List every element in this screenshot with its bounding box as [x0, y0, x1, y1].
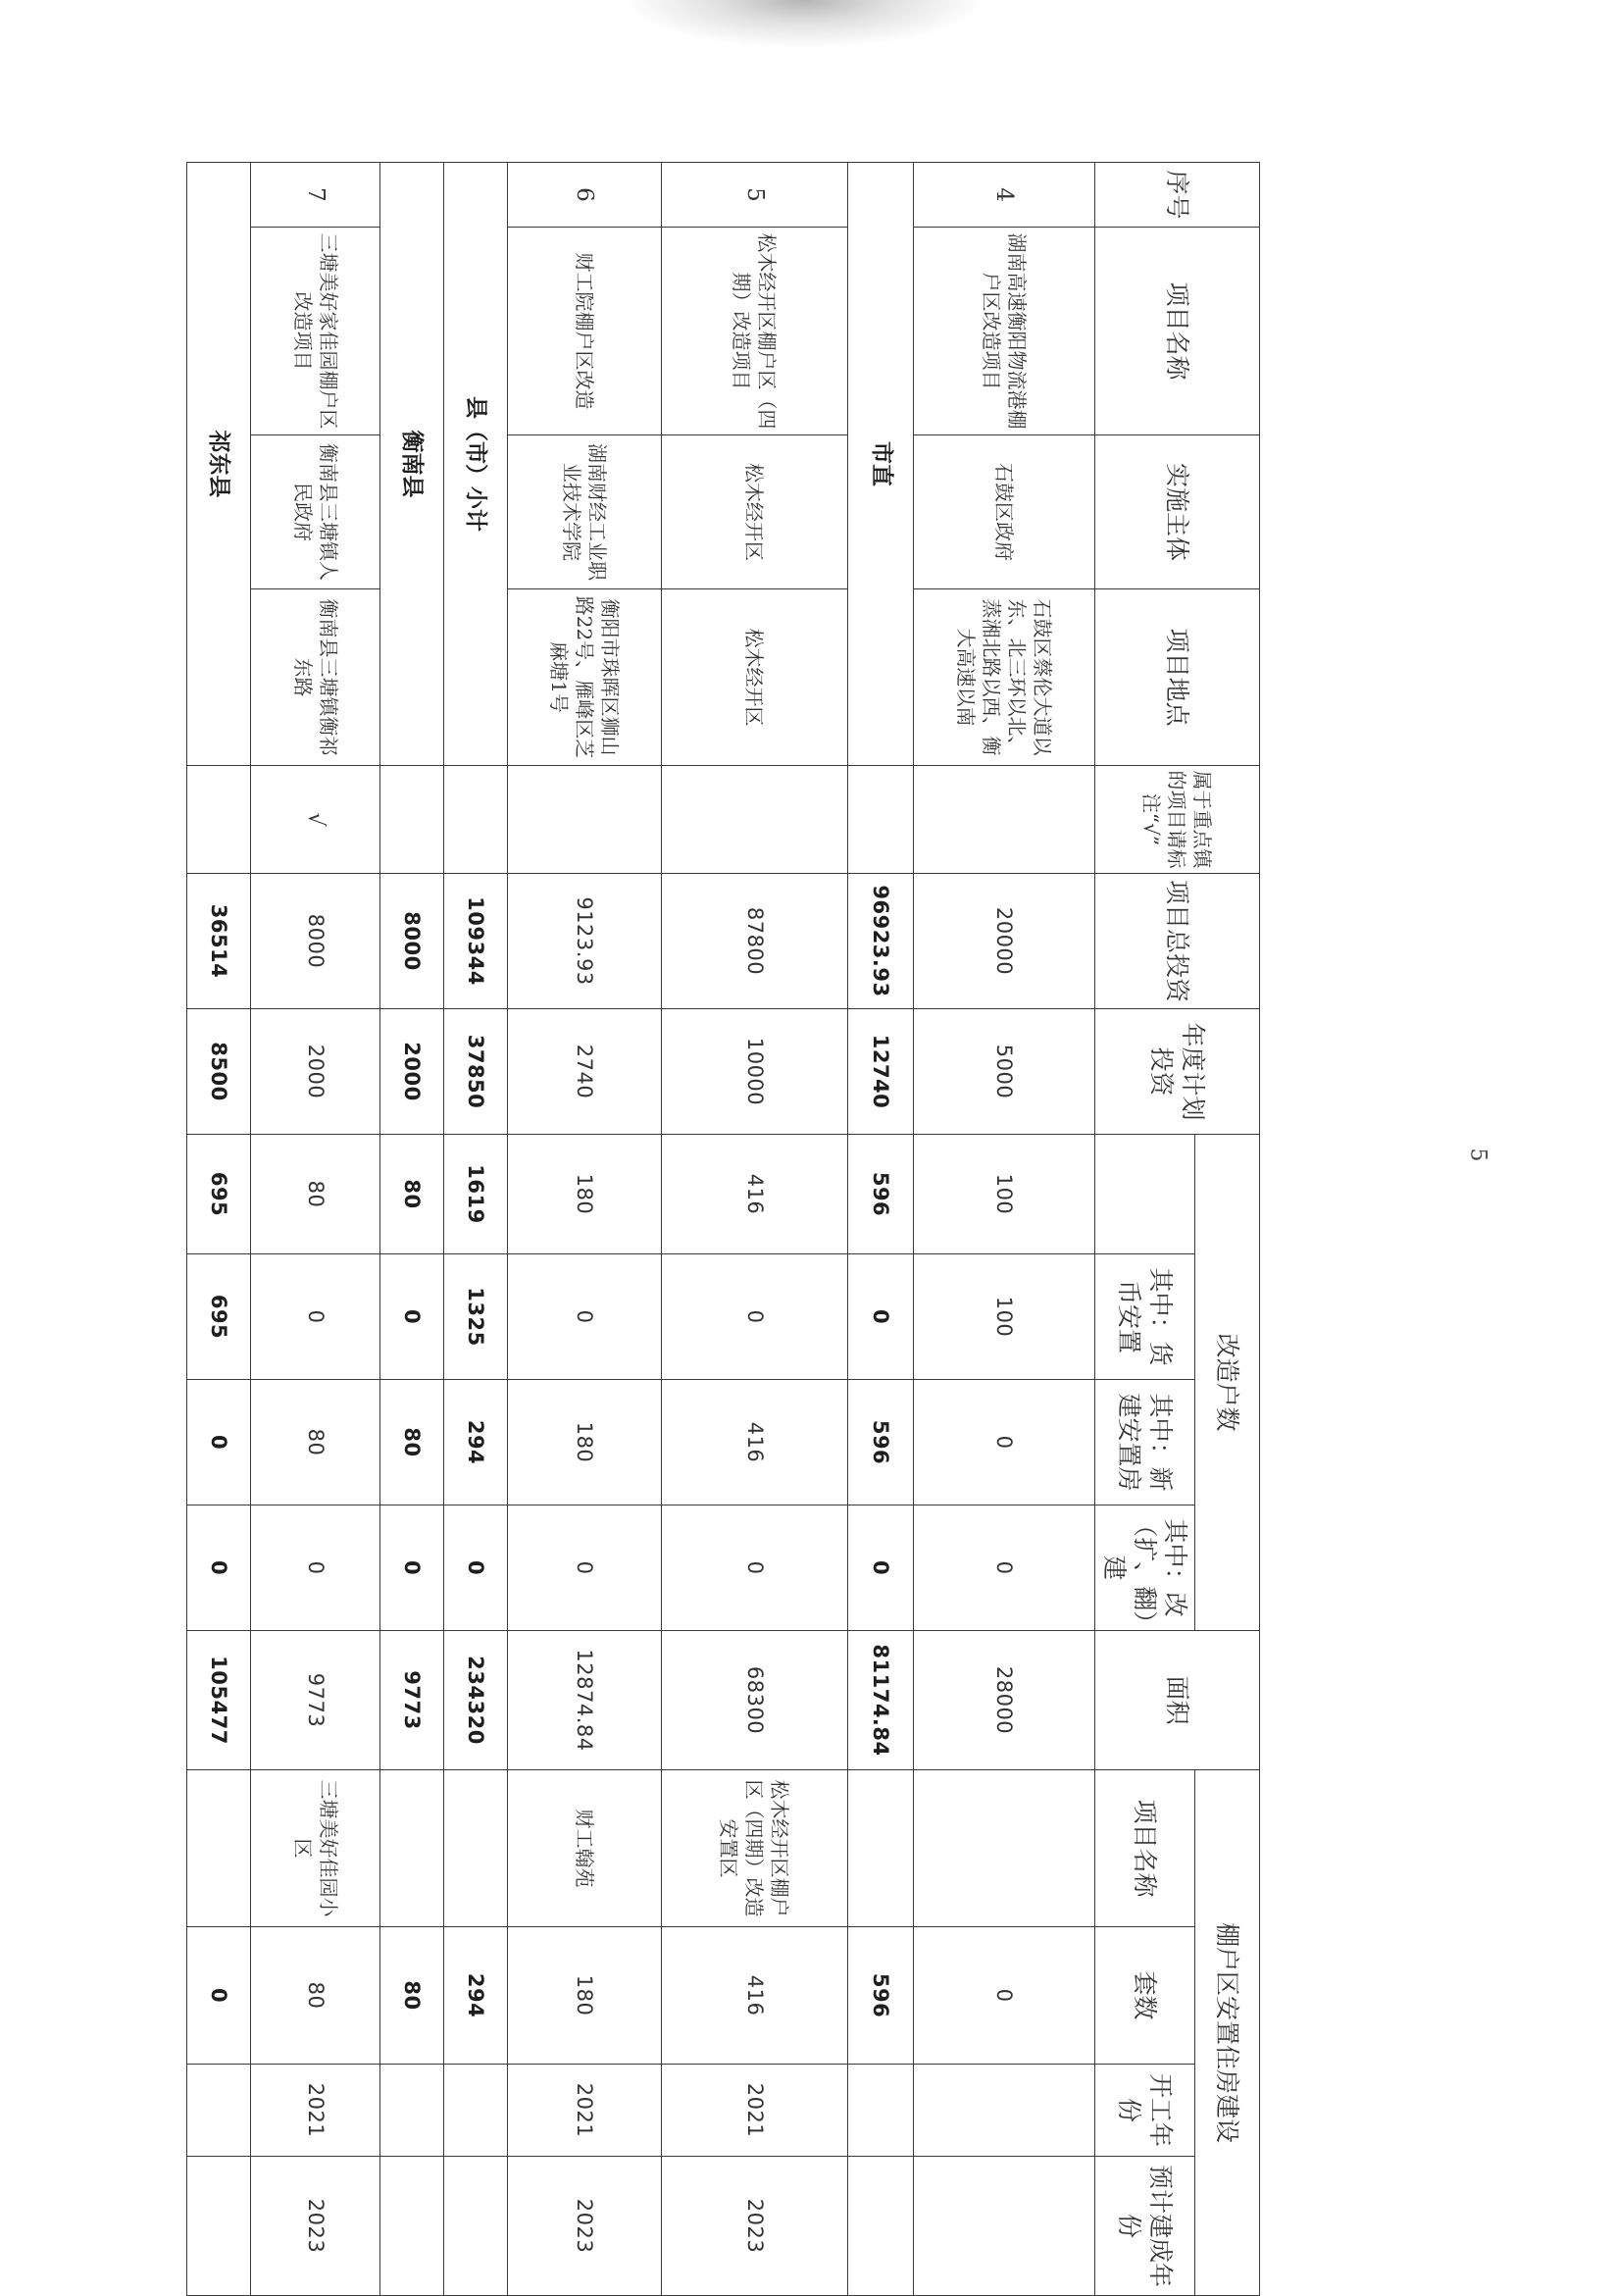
- cell-project-name: 松木经开区棚户区（四期）改造项目: [661, 228, 847, 435]
- cell-project-name: 三塘美好家佳园棚户区改造项目: [250, 228, 379, 435]
- header-hh-total: [1095, 1135, 1195, 1254]
- cell-res-complete: 2023: [661, 2157, 847, 2296]
- cell-res-name: 三塘美好佳园小区: [250, 1770, 379, 1927]
- header-hh-cash: 其中：货币安置: [1095, 1254, 1195, 1380]
- cell-hh-new: 416: [661, 1380, 847, 1505]
- cell-res-name: [444, 1770, 508, 1927]
- cell-res-name: [187, 1770, 251, 1927]
- cell-res-sets: 180: [507, 1927, 661, 2065]
- cell-res-start: 2021: [507, 2065, 661, 2157]
- cell-total-investment: 87800: [661, 874, 847, 1009]
- cell-key-town: √: [250, 766, 379, 874]
- cell-res-complete: 2023: [507, 2157, 661, 2296]
- cell-hh-total: 695: [187, 1135, 251, 1254]
- cell-res-complete: [187, 2157, 251, 2296]
- cell-res-start: 2021: [250, 2065, 379, 2157]
- subtotal-label: 县（市）小计: [444, 163, 508, 766]
- table-row: [187, 163, 251, 2296]
- cell-res-sets: 0: [187, 1927, 251, 2065]
- cell-res-sets: 294: [444, 1927, 508, 2065]
- header-res-name: 项目名称: [1095, 1770, 1195, 1927]
- cell-res-complete: 2023: [250, 2157, 379, 2296]
- cell-res-start: [380, 2065, 444, 2157]
- cell-res-sets: 416: [661, 1927, 847, 2065]
- cell-hh-rebuild: 0: [914, 1505, 1095, 1631]
- cell-area: 234320: [444, 1631, 508, 1770]
- header-location: 项目地点: [1095, 589, 1260, 766]
- cell-area: 28000: [914, 1631, 1095, 1770]
- cell-total-investment: 109344: [444, 874, 508, 1009]
- header-res-complete: 预计建成年份: [1095, 2157, 1195, 2296]
- cell-hh-total: 596: [848, 1135, 914, 1254]
- cell-key-town: [380, 766, 444, 874]
- cell-hh-new: 80: [380, 1380, 444, 1505]
- cell-res-complete: [444, 2157, 508, 2296]
- header-res-sets: 套数: [1095, 1927, 1195, 2065]
- cell-hh-total: 80: [250, 1135, 379, 1254]
- table-row: [914, 163, 1095, 2296]
- cell-hh-new: 180: [507, 1380, 661, 1505]
- cell-res-sets: 596: [848, 1927, 914, 2065]
- cell-res-start: [914, 2065, 1095, 2157]
- cell-hh-rebuild: 0: [444, 1505, 508, 1631]
- cell-location: 松木经开区: [661, 589, 847, 766]
- shantytown-renovation-table: [186, 162, 1260, 2296]
- cell-annual-investment: 2740: [507, 1009, 661, 1135]
- subtotal-label: 祁东县: [187, 163, 251, 766]
- cell-hh-cash: 1325: [444, 1254, 508, 1380]
- cell-total-investment: 96923.93: [848, 874, 914, 1009]
- cell-res-name: [848, 1770, 914, 1927]
- cell-hh-total: 1619: [444, 1135, 508, 1254]
- cell-hh-new: 0: [914, 1380, 1095, 1505]
- header-seq: 序号: [1095, 163, 1260, 228]
- cell-hh-rebuild: 0: [507, 1505, 661, 1631]
- cell-hh-new: 0: [187, 1380, 251, 1505]
- cell-res-name: 松木经开区棚户区（四期）改造安置区: [661, 1770, 847, 1927]
- cell-hh-rebuild: 0: [187, 1505, 251, 1631]
- cell-hh-cash: 0: [848, 1254, 914, 1380]
- subtotal-label: 市直: [848, 163, 914, 766]
- cell-area: 68300: [661, 1631, 847, 1770]
- cell-res-start: 2021: [661, 2065, 847, 2157]
- cell-total-investment: 36514: [187, 874, 251, 1009]
- header-hh-new: 其中：新建安置房: [1095, 1380, 1195, 1505]
- cell-hh-total: 180: [507, 1135, 661, 1254]
- rotated-table-frame: [186, 162, 1260, 2288]
- cell-key-town: [187, 766, 251, 874]
- cell-location: 衡南县三塘镇衡祁东路: [250, 589, 379, 766]
- table-row: [507, 163, 661, 2296]
- table-row: [848, 163, 914, 2296]
- cell-annual-investment: 8500: [187, 1009, 251, 1135]
- cell-res-start: [848, 2065, 914, 2157]
- cell-total-investment: 8000: [250, 874, 379, 1009]
- cell-hh-total: 100: [914, 1135, 1095, 1254]
- table-row: [380, 163, 444, 2296]
- header-area: 面积: [1095, 1631, 1260, 1770]
- header-annual-investment: 年度计划投资: [1095, 1009, 1260, 1135]
- cell-hh-cash: 100: [914, 1254, 1095, 1380]
- cell-hh-cash: 695: [187, 1254, 251, 1380]
- cell-res-complete: [914, 2157, 1095, 2296]
- cell-res-name: [914, 1770, 1095, 1927]
- cell-location: 衡阳市珠晖区狮山路22号、雁峰区芝麻塘1号: [507, 589, 661, 766]
- table-row: [250, 163, 379, 2296]
- header-implementer: 实施主体: [1095, 435, 1260, 589]
- cell-location: 石鼓区蔡伦大道以东、北三环以北、蒸湘北路以西、衡大高速以南: [914, 589, 1095, 766]
- cell-hh-cash: 0: [507, 1254, 661, 1380]
- cell-implementer: 衡南县三塘镇人民政府: [250, 435, 379, 589]
- cell-area: 81174.84: [848, 1631, 914, 1770]
- cell-hh-new: 294: [444, 1380, 508, 1505]
- header-resettlement-group: 棚户区安置住房建设: [1195, 1770, 1260, 2296]
- cell-res-complete: [848, 2157, 914, 2296]
- cell-key-town: [914, 766, 1095, 874]
- cell-hh-rebuild: 0: [661, 1505, 847, 1631]
- header-key-town: 属于重点镇的项目请标注“√”: [1095, 766, 1260, 874]
- cell-implementer: 湖南财经工业职业技术学院: [507, 435, 661, 589]
- cell-annual-investment: 5000: [914, 1009, 1095, 1135]
- cell-hh-new: 80: [250, 1380, 379, 1505]
- cell-res-name: [380, 1770, 444, 1927]
- cell-res-name: 财工翰苑: [507, 1770, 661, 1927]
- cell-total-investment: 20000: [914, 874, 1095, 1009]
- cell-annual-investment: 12740: [848, 1009, 914, 1135]
- cell-res-start: [444, 2065, 508, 2157]
- cell-implementer: 石鼓区政府: [914, 435, 1095, 589]
- cell-seq: 4: [914, 163, 1095, 228]
- cell-hh-rebuild: 0: [848, 1505, 914, 1631]
- cell-res-complete: [380, 2157, 444, 2296]
- cell-seq: 5: [661, 163, 847, 228]
- cell-hh-rebuild: 0: [250, 1505, 379, 1631]
- cell-area: 9773: [250, 1631, 379, 1770]
- header-project-name: 项目名称: [1095, 228, 1260, 435]
- page-number: 5: [1465, 1148, 1490, 1162]
- header-hh-rebuild: 其中：改（扩、翻）建: [1095, 1505, 1195, 1631]
- cell-hh-new: 596: [848, 1380, 914, 1505]
- cell-res-sets: 80: [250, 1927, 379, 2065]
- scan-smudge: [628, 0, 981, 47]
- cell-hh-cash: 0: [250, 1254, 379, 1380]
- cell-seq: 7: [250, 163, 379, 228]
- cell-area: 105477: [187, 1631, 251, 1770]
- header-households-group: 改造户数: [1195, 1135, 1260, 1631]
- cell-res-sets: 0: [914, 1927, 1095, 2065]
- header-res-start: 开工年份: [1095, 2065, 1195, 2157]
- cell-area: 9773: [380, 1631, 444, 1770]
- cell-implementer: 松木经开区: [661, 435, 847, 589]
- cell-res-sets: 80: [380, 1927, 444, 2065]
- cell-annual-investment: 37850: [444, 1009, 508, 1135]
- cell-seq: 6: [507, 163, 661, 228]
- table-row: [661, 163, 847, 2296]
- cell-annual-investment: 2000: [380, 1009, 444, 1135]
- cell-total-investment: 8000: [380, 874, 444, 1009]
- cell-key-town: [444, 766, 508, 874]
- cell-key-town: [661, 766, 847, 874]
- cell-hh-cash: 0: [661, 1254, 847, 1380]
- table-row: [444, 163, 508, 2296]
- cell-key-town: [507, 766, 661, 874]
- cell-annual-investment: 2000: [250, 1009, 379, 1135]
- cell-res-start: [187, 2065, 251, 2157]
- subtotal-label: 衡南县: [380, 163, 444, 766]
- cell-project-name: 湖南高速衡阳物流港棚户区改造项目: [914, 228, 1095, 435]
- cell-hh-total: 416: [661, 1135, 847, 1254]
- cell-hh-total: 80: [380, 1135, 444, 1254]
- cell-total-investment: 9123.93: [507, 874, 661, 1009]
- cell-hh-rebuild: 0: [380, 1505, 444, 1631]
- cell-hh-cash: 0: [380, 1254, 444, 1380]
- cell-key-town: [848, 766, 914, 874]
- cell-project-name: 财工院棚户区改造: [507, 228, 661, 435]
- header-total-investment: 项目总投资: [1095, 874, 1260, 1009]
- cell-annual-investment: 10000: [661, 1009, 847, 1135]
- cell-area: 12874.84: [507, 1631, 661, 1770]
